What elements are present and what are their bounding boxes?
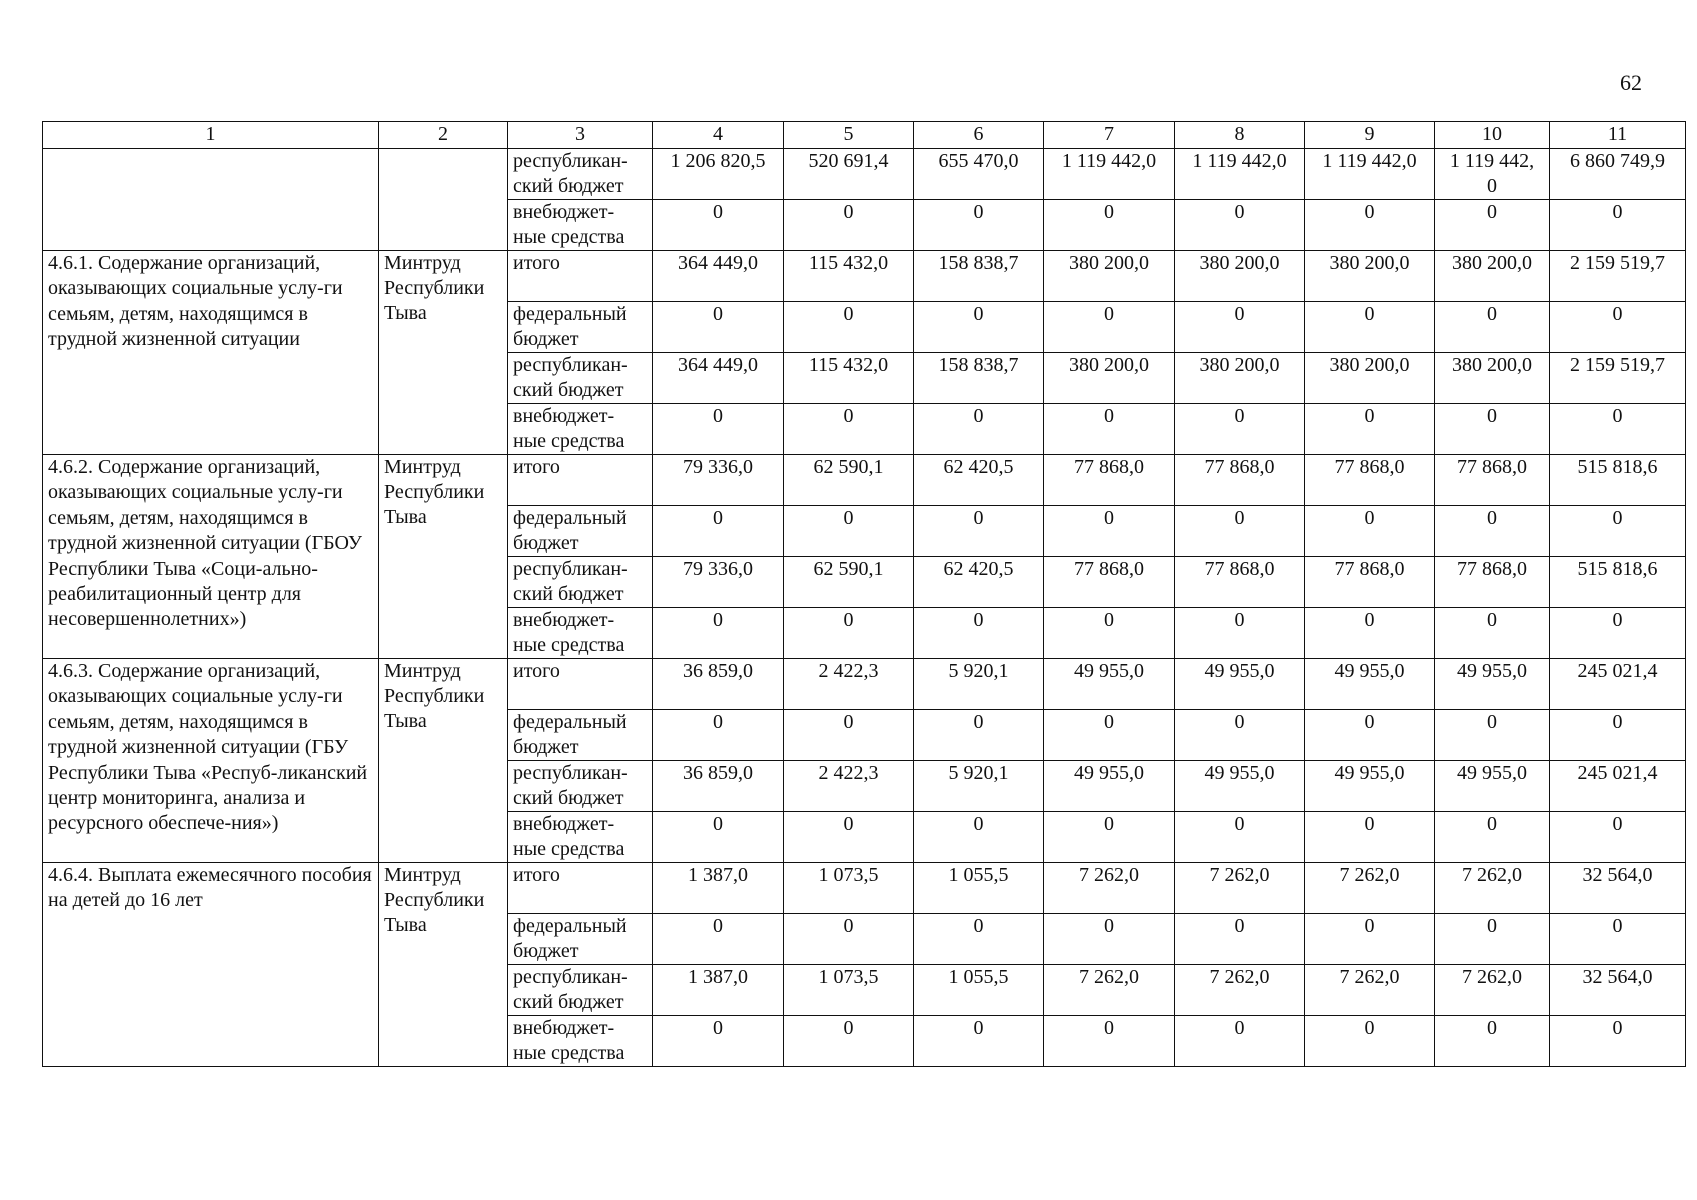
funding-source-cell: федеральный бюджет [508,914,653,965]
amount-cell: 49 955,0 [1305,659,1435,710]
amount-cell: 1 055,5 [914,863,1044,914]
amount-cell: 1 073,5 [784,965,914,1016]
table-row [43,863,1686,914]
amount-cell: 1 119 442,0 [1305,149,1435,200]
amount-cell: 79 336,0 [653,557,784,608]
amount-cell: 49 955,0 [1044,659,1175,710]
amount-cell: 0 [1305,200,1435,251]
amount-cell: 0 [1550,812,1686,863]
funding-source-cell: внебюджет- ные средства [508,404,653,455]
amount-cell: 380 200,0 [1305,353,1435,404]
amount-cell: 5 920,1 [914,761,1044,812]
amount-cell: 515 818,6 [1550,455,1686,506]
executor-cell: Минтруд Республики Тыва [379,251,508,455]
amount-cell: 0 [653,608,784,659]
amount-cell: 49 955,0 [1435,761,1550,812]
amount-cell: 0 [1550,200,1686,251]
funding-source-cell: итого [508,659,653,710]
amount-cell: 7 262,0 [1435,965,1550,1016]
amount-cell: 32 564,0 [1550,965,1686,1016]
amount-cell: 0 [784,506,914,557]
amount-cell: 0 [1044,710,1175,761]
amount-cell: 0 [1044,608,1175,659]
amount-cell: 77 868,0 [1305,455,1435,506]
amount-cell: 49 955,0 [1044,761,1175,812]
amount-cell: 0 [1175,302,1305,353]
executor-cell: Минтруд Республики Тыва [379,455,508,659]
amount-cell: 0 [1175,200,1305,251]
table-row [43,251,1686,302]
amount-cell: 1 387,0 [653,965,784,1016]
amount-cell: 0 [1550,1016,1686,1067]
column-number-1: 1 [43,122,379,149]
amount-cell: 0 [1175,608,1305,659]
amount-cell: 0 [784,914,914,965]
amount-cell: 0 [914,710,1044,761]
column-number-9: 9 [1305,122,1435,149]
activity-name-cell: 4.6.2. Содержание организаций, оказывающих социальные услу-ги семьям, детям, находящимся в трудной жизненной ситуации (ГБОУ Республики Тыва «Соци-ально-реабилитационный центр для несовершеннолетних») [43,455,379,659]
amount-cell: 0 [1435,302,1550,353]
amount-cell: 62 590,1 [784,455,914,506]
amount-cell: 36 859,0 [653,761,784,812]
amount-cell: 515 818,6 [1550,557,1686,608]
budget-table [42,121,1686,1067]
amount-cell: 0 [653,1016,784,1067]
amount-cell: 0 [1435,506,1550,557]
column-number-10: 10 [1435,122,1550,149]
amount-cell: 49 955,0 [1305,761,1435,812]
amount-cell: 0 [1044,812,1175,863]
amount-cell: 0 [1550,404,1686,455]
amount-cell: 2 422,3 [784,659,914,710]
amount-cell: 0 [914,608,1044,659]
amount-cell: 0 [1550,608,1686,659]
amount-cell: 245 021,4 [1550,659,1686,710]
amount-cell: 77 868,0 [1175,455,1305,506]
column-number-5: 5 [784,122,914,149]
funding-source-cell: республикан- ский бюджет [508,149,653,200]
amount-cell: 115 432,0 [784,353,914,404]
funding-source-cell: внебюджет- ные средства [508,1016,653,1067]
funding-source-cell: итого [508,251,653,302]
amount-cell: 380 200,0 [1175,353,1305,404]
amount-cell: 0 [1305,710,1435,761]
amount-cell: 0 [1550,302,1686,353]
amount-cell: 1 055,5 [914,965,1044,1016]
amount-cell: 0 [1175,506,1305,557]
funding-source-cell: республикан- ский бюджет [508,353,653,404]
amount-cell: 0 [784,302,914,353]
amount-cell: 62 420,5 [914,557,1044,608]
amount-cell: 7 262,0 [1305,965,1435,1016]
amount-cell: 2 422,3 [784,761,914,812]
amount-cell: 0 [1305,914,1435,965]
amount-cell: 380 200,0 [1305,251,1435,302]
amount-cell: 0 [914,1016,1044,1067]
amount-cell: 0 [1435,200,1550,251]
amount-cell: 49 955,0 [1175,659,1305,710]
column-number-2: 2 [379,122,508,149]
amount-cell: 0 [1044,914,1175,965]
amount-cell: 380 200,0 [1044,251,1175,302]
amount-cell: 0 [1550,506,1686,557]
amount-cell: 0 [653,506,784,557]
amount-cell: 0 [653,812,784,863]
amount-cell: 245 021,4 [1550,761,1686,812]
amount-cell: 380 200,0 [1175,251,1305,302]
amount-cell: 158 838,7 [914,353,1044,404]
funding-source-cell: федеральный бюджет [508,302,653,353]
amount-cell: 364 449,0 [653,353,784,404]
amount-cell: 0 [653,302,784,353]
amount-cell: 0 [1305,608,1435,659]
table-row [43,455,1686,506]
amount-cell: 655 470,0 [914,149,1044,200]
column-number-11: 11 [1550,122,1686,149]
amount-cell: 0 [1175,914,1305,965]
table-row [43,659,1686,710]
amount-cell: 0 [1550,710,1686,761]
funding-source-cell: внебюджет- ные средства [508,608,653,659]
amount-cell: 0 [653,710,784,761]
amount-cell: 0 [784,404,914,455]
amount-cell: 0 [784,1016,914,1067]
amount-cell: 0 [1435,812,1550,863]
amount-cell: 7 262,0 [1044,863,1175,914]
activity-name-cell [43,149,379,251]
table-row [43,149,1686,200]
amount-cell: 7 262,0 [1044,965,1175,1016]
page-number: 62 [1620,70,1642,95]
amount-cell: 0 [1044,506,1175,557]
activity-name-cell: 4.6.4. Выплата ежемесячного пособия на детей до 16 лет [43,863,379,1067]
amount-cell: 0 [1305,1016,1435,1067]
amount-cell: 62 420,5 [914,455,1044,506]
amount-cell: 0 [914,812,1044,863]
column-number-7: 7 [1044,122,1175,149]
amount-cell: 6 860 749,9 [1550,149,1686,200]
amount-cell: 0 [1175,812,1305,863]
amount-cell: 0 [1044,404,1175,455]
amount-cell: 520 691,4 [784,149,914,200]
amount-cell: 0 [1175,1016,1305,1067]
column-number-6: 6 [914,122,1044,149]
amount-cell: 158 838,7 [914,251,1044,302]
amount-cell: 0 [1305,302,1435,353]
amount-cell: 0 [784,200,914,251]
amount-cell: 1 073,5 [784,863,914,914]
activity-name-cell: 4.6.3. Содержание организаций, оказывающих социальные услу-ги семьям, детям, находящимся в трудной жизненной ситуации (ГБУ Республики Тыва «Респуб-ликанский центр мониторинга, анализа и ресурсного обеспече-ния») [43,659,379,863]
amount-cell: 77 868,0 [1044,455,1175,506]
amount-cell: 0 [914,302,1044,353]
amount-cell: 1 119 442, 0 [1435,149,1550,200]
amount-cell: 0 [784,812,914,863]
amount-cell: 0 [1435,404,1550,455]
amount-cell: 0 [914,200,1044,251]
amount-cell: 49 955,0 [1435,659,1550,710]
amount-cell: 1 387,0 [653,863,784,914]
funding-source-cell: федеральный бюджет [508,506,653,557]
amount-cell: 79 336,0 [653,455,784,506]
amount-cell: 36 859,0 [653,659,784,710]
amount-cell: 0 [1305,506,1435,557]
amount-cell: 2 159 519,7 [1550,251,1686,302]
amount-cell: 0 [1044,1016,1175,1067]
amount-cell: 0 [784,710,914,761]
column-number-4: 4 [653,122,784,149]
amount-cell: 49 955,0 [1175,761,1305,812]
amount-cell: 0 [914,914,1044,965]
amount-cell: 380 200,0 [1435,251,1550,302]
amount-cell: 77 868,0 [1044,557,1175,608]
amount-cell: 115 432,0 [784,251,914,302]
amount-cell: 0 [914,506,1044,557]
amount-cell: 1 119 442,0 [1044,149,1175,200]
funding-source-cell: республикан- ский бюджет [508,761,653,812]
amount-cell: 380 200,0 [1044,353,1175,404]
amount-cell: 0 [1435,710,1550,761]
amount-cell: 0 [1044,302,1175,353]
amount-cell: 0 [1435,914,1550,965]
column-number-row [43,122,1686,149]
amount-cell: 0 [1044,200,1175,251]
funding-source-cell: республикан- ский бюджет [508,965,653,1016]
column-number-8: 8 [1175,122,1305,149]
amount-cell: 364 449,0 [653,251,784,302]
amount-cell: 0 [653,914,784,965]
funding-source-cell: республикан- ский бюджет [508,557,653,608]
column-number-3: 3 [508,122,653,149]
amount-cell: 5 920,1 [914,659,1044,710]
amount-cell: 1 119 442,0 [1175,149,1305,200]
amount-cell: 7 262,0 [1175,863,1305,914]
table-body [43,122,1686,1067]
activity-name-cell: 4.6.1. Содержание организаций, оказывающих социальные услу-ги семьям, детям, находящимся в трудной жизненной ситуации [43,251,379,455]
amount-cell: 2 159 519,7 [1550,353,1686,404]
amount-cell: 7 262,0 [1305,863,1435,914]
amount-cell: 77 868,0 [1435,557,1550,608]
amount-cell: 0 [1435,1016,1550,1067]
amount-cell: 380 200,0 [1435,353,1550,404]
amount-cell: 0 [1550,914,1686,965]
funding-source-cell: внебюджет- ные средства [508,812,653,863]
amount-cell: 0 [1305,404,1435,455]
amount-cell: 77 868,0 [1175,557,1305,608]
amount-cell: 7 262,0 [1175,965,1305,1016]
amount-cell: 0 [1175,710,1305,761]
amount-cell: 77 868,0 [1435,455,1550,506]
funding-source-cell: внебюджет- ные средства [508,200,653,251]
funding-source-cell: итого [508,455,653,506]
amount-cell: 0 [653,404,784,455]
amount-cell: 62 590,1 [784,557,914,608]
amount-cell: 77 868,0 [1305,557,1435,608]
amount-cell: 0 [914,404,1044,455]
amount-cell: 0 [653,200,784,251]
executor-cell: Минтруд Республики Тыва [379,659,508,863]
amount-cell: 0 [784,608,914,659]
funding-source-cell: федеральный бюджет [508,710,653,761]
executor-cell [379,149,508,251]
amount-cell: 32 564,0 [1550,863,1686,914]
executor-cell: Минтруд Республики Тыва [379,863,508,1067]
amount-cell: 1 206 820,5 [653,149,784,200]
amount-cell: 0 [1305,812,1435,863]
amount-cell: 0 [1435,608,1550,659]
funding-source-cell: итого [508,863,653,914]
amount-cell: 0 [1175,404,1305,455]
amount-cell: 7 262,0 [1435,863,1550,914]
